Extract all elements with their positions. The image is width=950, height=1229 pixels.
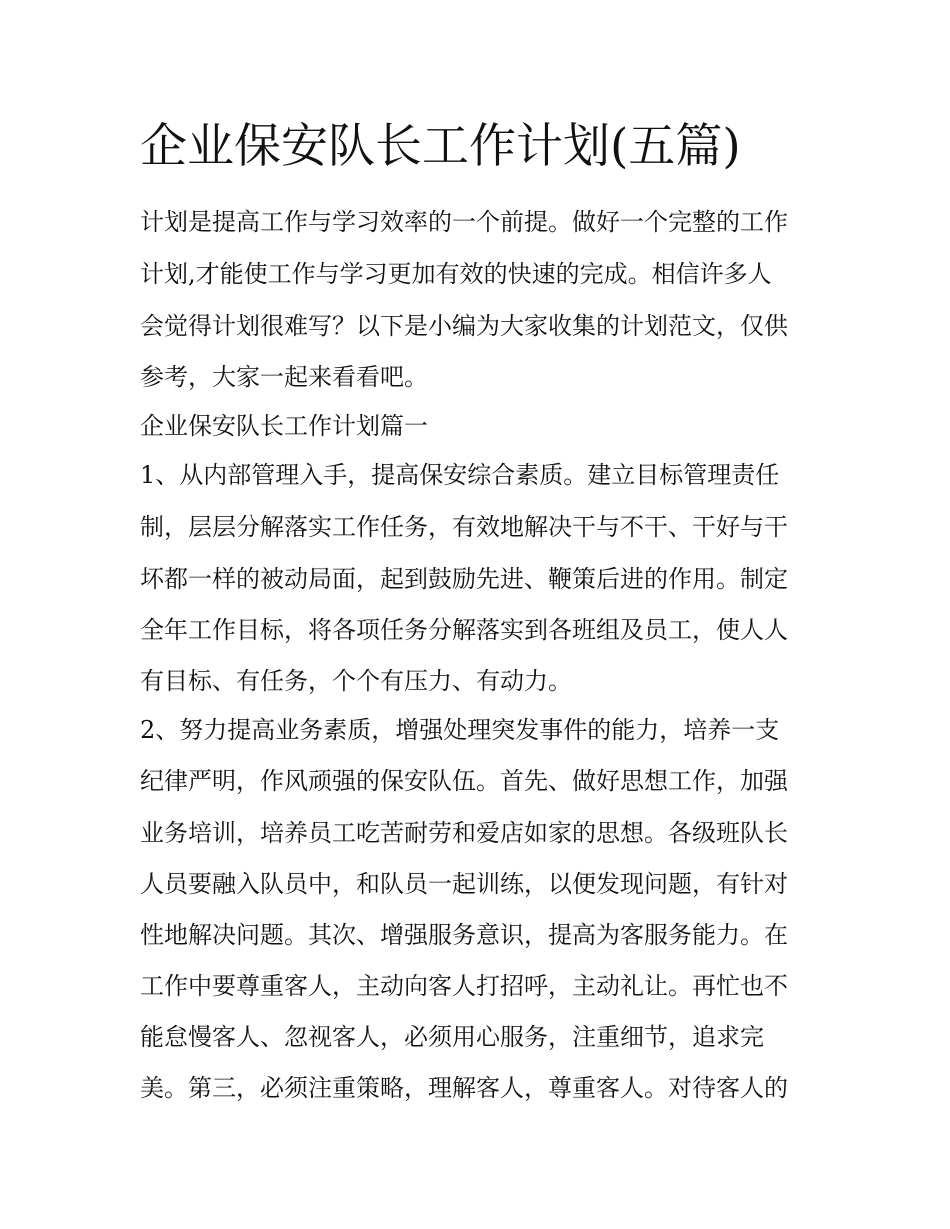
item2-line-1: 2、努力提高业务素质，增强处理突发事件的能力，培养一支 xyxy=(140,716,780,744)
item2-line-3: 业务培训，培养员工吃苦耐劳和爱店如家的思想。各级班队长 xyxy=(140,819,788,847)
intro-line-4: 参考，大家一起来看看吧。 xyxy=(140,363,428,391)
item2-line-8: 美。第三，必须注重策略，理解客人，尊重客人。对待客人的 xyxy=(140,1074,788,1102)
item2-line-6: 工作中要尊重客人，主动向客人打招呼，主动礼让。再忙也不 xyxy=(140,972,788,1000)
intro-line-3: 会觉得计划很难写？以下是小编为大家收集的计划范文，仅供 xyxy=(140,312,788,340)
item1-line-2: 制，层层分解落实工作任务，有效地解决干与不干、干好与干 xyxy=(140,513,788,541)
item1-line-5: 有目标、有任务，个个有压力、有动力。 xyxy=(140,667,572,695)
item2-line-4: 人员要融入队员中，和队员一起训练，以便发现问题，有针对 xyxy=(140,870,788,898)
item1-line-4: 全年工作目标，将各项任务分解落实到各班组及员工，使人人 xyxy=(140,616,788,644)
item2-line-5: 性地解决问题。其次、增强服务意识，提高为客服务能力。在 xyxy=(140,921,788,949)
item1-line-1: 1、从内部管理入手，提高保安综合素质。建立目标管理责任 xyxy=(140,461,780,489)
item1-line-3: 坏都一样的被动局面，起到鼓励先进、鞭策后进的作用。制定 xyxy=(140,565,788,593)
intro-line-1: 计划是提高工作与学习效率的一个前提。做好一个完整的工作 xyxy=(140,208,788,236)
intro-line-2: 计划,才能使工作与学习更加有效的快速的完成。相信许多人 xyxy=(140,260,772,288)
document-title: 企业保安队长工作计划(五篇) xyxy=(140,119,741,174)
section-heading: 企业保安队长工作计划篇一 xyxy=(140,412,428,440)
item2-line-2: 纪律严明，作风顽强的保安队伍。首先、做好思想工作，加强 xyxy=(140,767,788,795)
item2-line-7: 能怠慢客人、忽视客人，必须用心服务，注重细节，追求完 xyxy=(140,1023,764,1051)
